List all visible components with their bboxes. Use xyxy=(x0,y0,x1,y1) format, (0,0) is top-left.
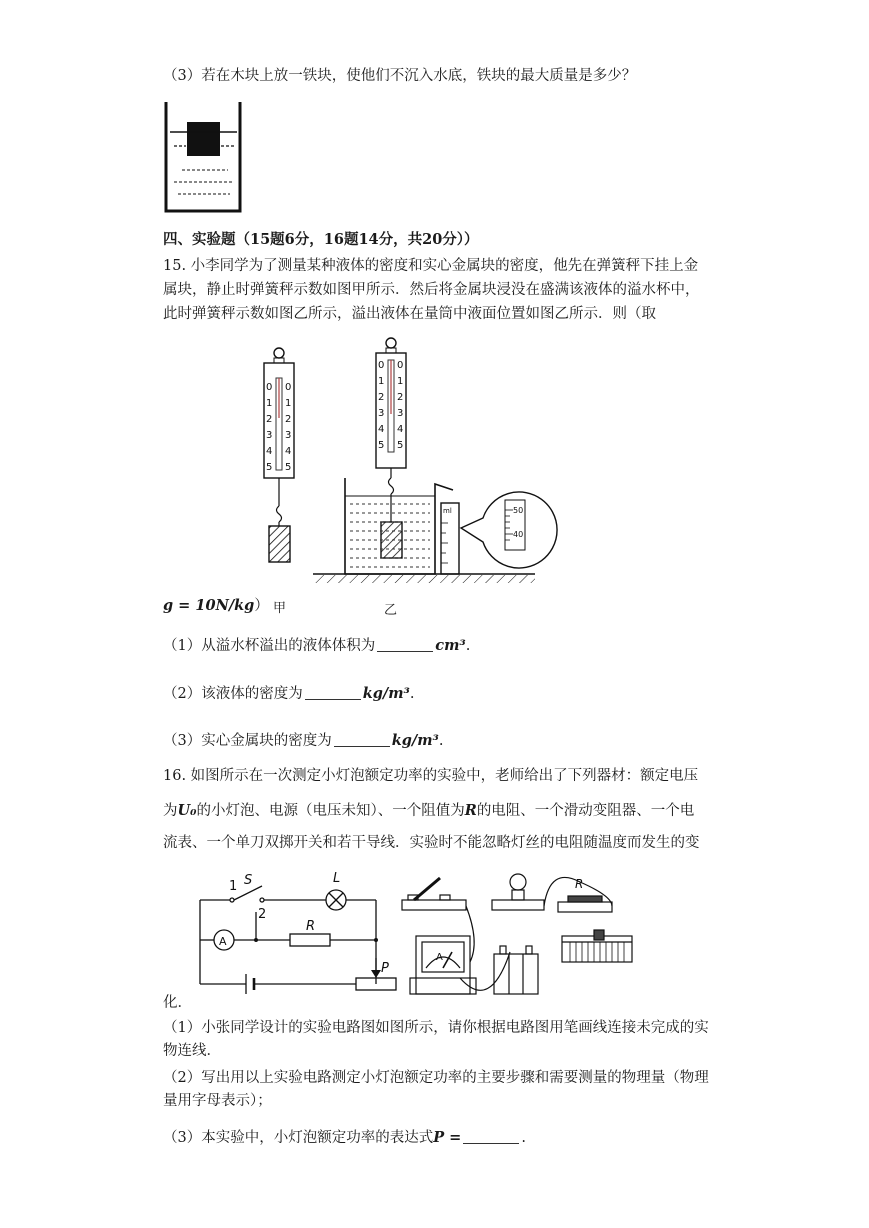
gravity-constant: g = 10N/kg xyxy=(163,597,255,614)
floating-block-figure xyxy=(160,98,250,216)
metal-block-jia xyxy=(269,526,290,562)
scale-jia-tick-2-right: 2 xyxy=(285,414,292,425)
ground xyxy=(313,574,535,583)
q14-part3-text: （3）若在木块上放一铁块，使他们不沉入水底，铁块的最大质量是多少？ xyxy=(163,68,637,84)
bulb-holder xyxy=(492,900,544,910)
q15-sub2-text: （2）该液体的密度为 xyxy=(163,686,303,702)
scale-yi-tick-1-right: 1 xyxy=(397,376,404,387)
symbol-u0: U₀ xyxy=(177,802,197,819)
answer-blank[interactable] xyxy=(377,637,433,652)
q15-sub1 xyxy=(163,636,470,656)
scale-yi-tick-0-left: 0 xyxy=(378,360,385,371)
scale-yi-tick-2-left: 2 xyxy=(378,392,385,403)
scale-yi-tick-1-left: 1 xyxy=(378,376,385,387)
cylinder-mark-50: 50 xyxy=(513,506,524,515)
unit-kg-m3: kg/m³ xyxy=(391,732,439,749)
scale-yi-tick-5-right: 5 xyxy=(397,440,404,451)
unit-kg-m3: kg/m³ xyxy=(362,685,410,702)
answer-blank[interactable] xyxy=(334,732,390,747)
slider-p-label: P xyxy=(381,961,389,976)
section-4-heading: 四、实验题（15题6分，16题14分，共20分）） xyxy=(163,231,479,248)
q16-sub3-text: （3）本实验中，小灯泡额定功率的表达式 xyxy=(163,1130,434,1146)
scale-jia-tick-5-left: 5 xyxy=(266,462,273,473)
symbol-r: R xyxy=(464,802,477,819)
q15-line-2: 属块，静止时弹簧秤示数如图甲所示．然后将金属块浸没在盛满该液体的溢水杯中， xyxy=(163,282,700,298)
scale-jia-tick-4-right: 4 xyxy=(285,446,292,457)
q16-line2-c: 的电阻、一个滑动变阻器、一个电 xyxy=(476,803,695,819)
cylinder-unit: ml xyxy=(443,507,452,515)
q16-line2-b: 的小灯泡、电源（电压未知）、一个阻值为 xyxy=(196,803,465,819)
q15-sub3-text: （3）实心金属块的密度为 xyxy=(163,733,332,749)
apparatus-photo xyxy=(400,872,640,1002)
spring-scale-figure xyxy=(255,338,565,590)
q15-sub3 xyxy=(163,731,444,751)
scale-yi-tick-4-left: 4 xyxy=(378,424,385,435)
scale-jia-tick-3-left: 3 xyxy=(266,430,273,441)
circuit-diagram xyxy=(190,868,400,1000)
ammeter-device-label: A xyxy=(436,952,443,963)
period: . xyxy=(521,1130,526,1146)
power-expression: P = xyxy=(433,1129,462,1146)
scale-yi-tick-2-right: 2 xyxy=(397,392,404,403)
contact-2-label: 2 xyxy=(258,907,267,922)
q16-sub3 xyxy=(163,1128,526,1148)
q16-sub1-a: （1）小张同学设计的实验电路图如图所示，请你根据电路图用笔画线连接未完成的实 xyxy=(163,1020,709,1036)
scale-jia-tick-0-right: 0 xyxy=(285,382,292,393)
scale-jia-tick-2-left: 2 xyxy=(266,414,273,425)
resistor-device-label: R xyxy=(575,877,584,891)
resistor-r-label: R xyxy=(306,919,316,934)
scale-yi-tick-0-right: 0 xyxy=(397,360,404,371)
scale-yi-tick-4-right: 4 xyxy=(397,424,404,435)
figure-label-yi: 乙 xyxy=(384,603,398,618)
scale-jia-tick-5-right: 5 xyxy=(285,462,292,473)
period: . xyxy=(409,686,415,702)
g-close-paren: ） xyxy=(254,598,269,614)
knife-switch xyxy=(402,900,466,910)
scale-yi-tick-3-right: 3 xyxy=(397,408,404,419)
q15-line-1: 15. 小李同学为了测量某种液体的密度和实心金属块的密度，他先在弹簧秤下挂上金 xyxy=(163,258,699,274)
scale-yi-tick-3-left: 3 xyxy=(378,408,385,419)
spring-scale-yi xyxy=(376,338,406,558)
q15-sub1-text: （1）从溢水杯溢出的液体体积为 xyxy=(163,638,376,654)
scale-jia-tick-1-left: 1 xyxy=(266,398,273,409)
q15-g-condition xyxy=(163,596,269,616)
scale-yi-tick-5-left: 5 xyxy=(378,440,385,451)
period: . xyxy=(465,638,471,654)
q15-sub2 xyxy=(163,684,415,704)
scale-jia-tick-1-right: 1 xyxy=(285,398,292,409)
ammeter-a-label: A xyxy=(219,935,227,948)
period: . xyxy=(438,733,444,749)
unit-cm3: cm³ xyxy=(435,637,466,654)
ammeter-device xyxy=(416,936,470,994)
cylinder-mark-40: 40 xyxy=(513,530,524,539)
answer-blank[interactable] xyxy=(463,1129,519,1144)
lamp-l-label: L xyxy=(333,871,341,886)
figure-label-jia: 甲 xyxy=(273,601,287,616)
graduated-cylinder xyxy=(441,503,459,574)
q16-line-1: 16. 如图所示在一次测定小灯泡额定功率的实验中，老师给出了下列器材：额定电压 xyxy=(163,768,699,784)
cylinder-zoom-bubble xyxy=(461,492,557,568)
contact-1-label: 1 xyxy=(229,879,238,894)
scale-jia-tick-0-left: 0 xyxy=(266,382,273,393)
q16-line-3: 流表、一个单刀双掷开关和若干导线．实验时不能忽略灯丝的电阻随温度而发生的变 xyxy=(163,835,700,851)
q16-line-2 xyxy=(163,801,694,821)
q16-line2-a: 为 xyxy=(163,803,178,819)
spring-scale-jia xyxy=(264,348,294,562)
q16-sub2-b: 量用字母表示）； xyxy=(163,1093,272,1109)
scale-jia-tick-4-left: 4 xyxy=(266,446,273,457)
resistor-board xyxy=(558,902,612,912)
switch-s-label: S xyxy=(244,873,253,888)
q16-sub1-b: 物连线． xyxy=(163,1043,221,1059)
scale-jia-tick-3-right: 3 xyxy=(285,430,292,441)
answer-blank[interactable] xyxy=(305,685,361,700)
q16-line-4: 化． xyxy=(163,995,192,1011)
q16-sub2-a: （2）写出用以上实验电路测定小灯泡额定功率的主要步骤和需要测量的物理量（物理 xyxy=(163,1070,709,1086)
q15-line-3: 此时弹簧秤示数如图乙所示，溢出液体在量筒中液面位置如图乙所示．则（取 xyxy=(163,306,656,322)
